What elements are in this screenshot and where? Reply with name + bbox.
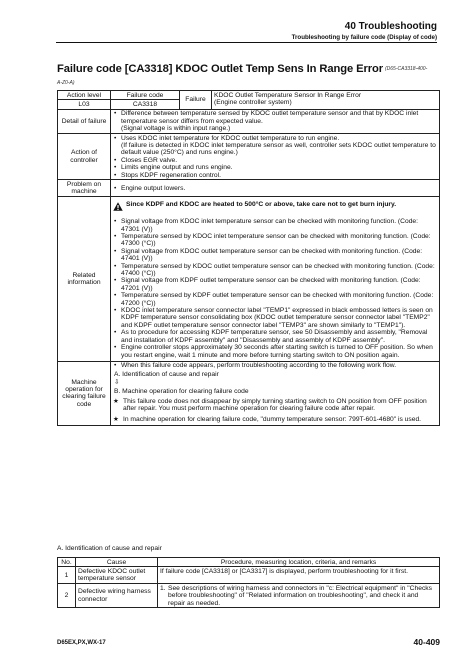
clearing-label: Machine operation for clearing failure code xyxy=(58,361,111,425)
clearing-step-a: A. Identification of cause and repair xyxy=(114,370,219,378)
cause-name: Defective KDOC outlet temperature sensor xyxy=(76,567,158,584)
cause-header-no: No. xyxy=(58,558,76,567)
failure-code-value: CA3318 xyxy=(111,100,180,109)
footer-model: D65EX,PX,WX-17 xyxy=(57,640,106,646)
failure-system: (Engine controller system) xyxy=(214,98,292,106)
procedure-step-number: 1. xyxy=(160,584,166,592)
clearing-item: • When this failure code appears, perform troubleshooting according to the following work flow. xyxy=(113,362,437,369)
clearing-note xyxy=(113,416,437,423)
related-item: • Signal voltage from KDOC outlet temperature sensor can be checked with monitoring function. (Code: 47401 (V)) xyxy=(113,248,437,263)
cause-no: 1 xyxy=(58,567,76,584)
document-reference-cont: A-Z0-A) xyxy=(57,80,75,86)
table-row xyxy=(58,567,440,584)
action-item-text: Uses KDOC inlet temperature for KDOC outlet temperature to run engine. xyxy=(121,134,340,142)
cause-procedure-cell xyxy=(158,584,440,608)
clearing-note-text: This failure code does not disappear by simply turning starting switch to ON position from OFF position after repair. You must perform machine operation for clearing failure code after repair. xyxy=(123,398,427,413)
clearing-step-b: B. Machine operation for clearing failure code xyxy=(114,387,249,395)
action-level-value: L03 xyxy=(58,100,111,109)
section-subtitle: Troubleshooting by failure code (Display of code) xyxy=(291,34,437,41)
star-icon: ★ xyxy=(113,398,119,406)
related-label: Related information xyxy=(58,197,111,362)
problem-content xyxy=(111,180,440,197)
related-item: • Signal voltage from KDPF outlet temperature sensor can be checked with monitoring function. (Code: 47201 (V)) xyxy=(113,277,437,292)
footer-page-number: 40-409 xyxy=(413,637,440,647)
star-icon: ★ xyxy=(113,415,119,423)
detail-label: Detail of failure xyxy=(58,109,111,133)
clearing-note-text: In machine operation for clearing failure code, "dummy temperature sensor: 799T-601-4680" is used. xyxy=(123,415,422,423)
problem-item: • Engine output lowers. xyxy=(113,185,437,192)
action-item xyxy=(113,135,437,157)
cause-no: 2 xyxy=(58,584,76,608)
document-reference: (D65-CA3318-400- xyxy=(385,66,428,72)
clearing-note xyxy=(113,398,437,413)
detail-note: (Signal voltage is within input range.) xyxy=(121,125,231,133)
action-item: • Stops KDPF regeneration control. xyxy=(113,172,437,179)
related-item: • Temperature sensed by KDPF outlet temperature sensor can be checked with monitoring function. (Code: 47200 (°C)) xyxy=(113,292,437,307)
failure-info-table xyxy=(57,90,440,426)
related-content xyxy=(111,197,440,362)
action-item: • Closes EGR valve. xyxy=(113,157,437,164)
page-title: Failure code [CA3318] KDOC Outlet Temp Sens In Range Error xyxy=(57,63,383,75)
cause-table xyxy=(57,557,440,608)
cause-header-procedure: Procedure, measuring location, criteria, and remarks xyxy=(158,558,440,567)
warning-text: Since KDPF and KDOC are heated to 500°C or above, take care not to get burn injury. xyxy=(126,201,397,209)
related-item: • Temperature sensed by KDOC outlet temperature sensor can be checked with monitoring function. (Code: 47400 (°C)) xyxy=(113,263,437,278)
related-item: • Temperature sensed by KDOC inlet temperature sensor can be checked with monitoring function. (Code: 47300 (°C)) xyxy=(113,233,437,248)
down-arrow-icon: ⇩ xyxy=(114,379,120,387)
clearing-content xyxy=(111,361,440,425)
burn-warning xyxy=(113,201,437,213)
action-content xyxy=(111,134,440,180)
failure-code-header: Failure code xyxy=(111,91,180,100)
table-row xyxy=(58,584,440,608)
related-item: • As to procedure for accessing KDPF temperature sensor, see 50 Disassembly and assembly, "Removal and installation of KDPF assembly" and "Disassembly and assembly of KDPF assembly". xyxy=(113,329,437,344)
action-item: • Limits engine output and runs engine. xyxy=(113,164,437,171)
action-level-header: Action level xyxy=(58,91,111,100)
warning-triangle-icon xyxy=(113,202,123,213)
detail-item: • Difference between temperature sensed by KDOC outlet temperature sensor and that by KDOC inlet temperature sensor differs from expected value. xyxy=(113,110,437,125)
cause-header-cause: Cause xyxy=(76,558,158,567)
cause-name: Defective wiring harness connector xyxy=(76,584,158,608)
failure-name: KDOC Outlet Temperature Sensor In Range Error xyxy=(214,91,362,99)
procedure-step xyxy=(160,585,437,607)
related-item: • KDOC inlet temperature sensor connector label "TEMP1" expressed in black embossed letters is seen on KDPF temperature sensor consolidating box (KDOC outlet temperature sensor connector label "TEMP2" and KDPF outlet temperature sensor connector label "TEMP3" are shown similarly to "TEMP1"). xyxy=(113,307,437,329)
related-item: • Engine controller stops approximately 30 seconds after starting switch is turned to OFF position. So when you restart engine, wait 1 minute and more before turning starting switch to ON position again. xyxy=(113,344,437,359)
detail-content xyxy=(111,109,440,133)
cause-section-title: A. Identification of cause and repair xyxy=(57,545,162,552)
action-label: Action of controller xyxy=(58,134,111,180)
procedure-step-text: See descriptions of wiring harness and connectors in "c: Electrical equipment" in "Checks before troubleshooting" of "Related information on troubleshooting", and check it and repair as needed. xyxy=(168,584,432,607)
failure-name-cell xyxy=(212,91,440,110)
related-item: • Signal voltage from KDOC inlet temperature sensor can be checked with monitoring function. (Code: 47301 (V)) xyxy=(113,218,437,233)
header-rule xyxy=(56,42,437,43)
failure-label: Failure xyxy=(180,91,212,110)
action-item-note: (If failure is detected in KDOC inlet temperature sensor as well, controller sets KDOC outlet temperature to default value (250°C) and runs engine.) xyxy=(121,141,436,157)
problem-label: Problem on machine xyxy=(58,180,111,197)
cause-procedure: If failure code [CA3318] or [CA3317] is displayed, perform troubleshooting for it first. xyxy=(158,567,440,584)
section-title: 40 Troubleshooting xyxy=(344,21,437,32)
